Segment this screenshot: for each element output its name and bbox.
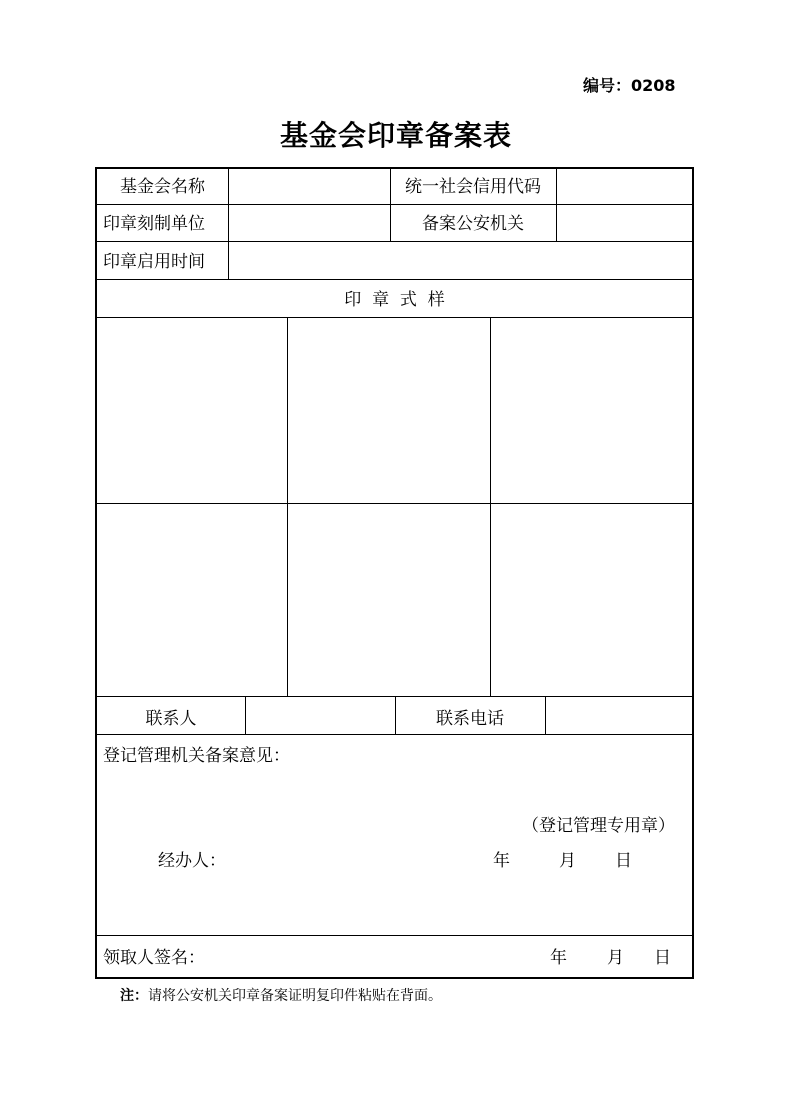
credit-code-label: 统一社会信用代码	[405, 177, 541, 197]
footnote-text: 请将公安机关印章备案证明复印件粘贴在背面。	[148, 988, 442, 1004]
opinion-day-label: 日	[615, 851, 632, 871]
row-divider	[97, 241, 692, 242]
seal-sample-box[interactable]	[97, 318, 287, 503]
foundation-name-label: 基金会名称	[120, 177, 205, 197]
seal-sample-header: 印 章 式 样	[344, 290, 445, 310]
opinion-month-label: 月	[559, 851, 576, 871]
page-title: 基金会印章备案表	[279, 119, 512, 152]
column-divider	[228, 241, 229, 279]
receiver-year-label: 年	[550, 948, 567, 968]
footnote-prefix: 注：	[120, 988, 148, 1004]
receiver-signature-label: 领取人签名：	[103, 948, 205, 968]
form-number: 编号：0208	[583, 76, 676, 95]
row-divider	[97, 204, 692, 205]
column-divider	[556, 169, 557, 241]
receiver-month-label: 月	[607, 948, 624, 968]
seal-start-date-label: 印章启用时间	[103, 252, 205, 272]
seal-sample-box[interactable]	[491, 504, 692, 696]
seal-sample-box[interactable]	[288, 318, 490, 503]
receiver-day-label: 日	[654, 948, 671, 968]
registration-form-table	[95, 167, 694, 979]
column-divider	[545, 696, 546, 734]
seal-sample-box[interactable]	[288, 504, 490, 696]
contact-person-label: 联系人	[145, 709, 197, 729]
column-divider	[245, 696, 246, 734]
seal-sample-box[interactable]	[97, 504, 287, 696]
opinion-year-label: 年	[493, 851, 510, 871]
row-divider	[97, 279, 692, 280]
column-divider	[228, 169, 229, 241]
seal-maker-label: 印章刻制单位	[103, 214, 205, 234]
handler-label: 经办人：	[158, 851, 226, 871]
seal-sample-box[interactable]	[491, 318, 692, 503]
contact-phone-label: 联系电话	[436, 709, 504, 729]
row-divider	[97, 734, 692, 735]
registration-stamp-note: （登记管理专用章）	[522, 816, 675, 836]
opinion-label: 登记管理机关备案意见：	[103, 746, 290, 766]
police-authority-label: 备案公安机关	[422, 214, 524, 234]
row-divider	[97, 935, 692, 936]
footnote	[120, 987, 442, 1005]
